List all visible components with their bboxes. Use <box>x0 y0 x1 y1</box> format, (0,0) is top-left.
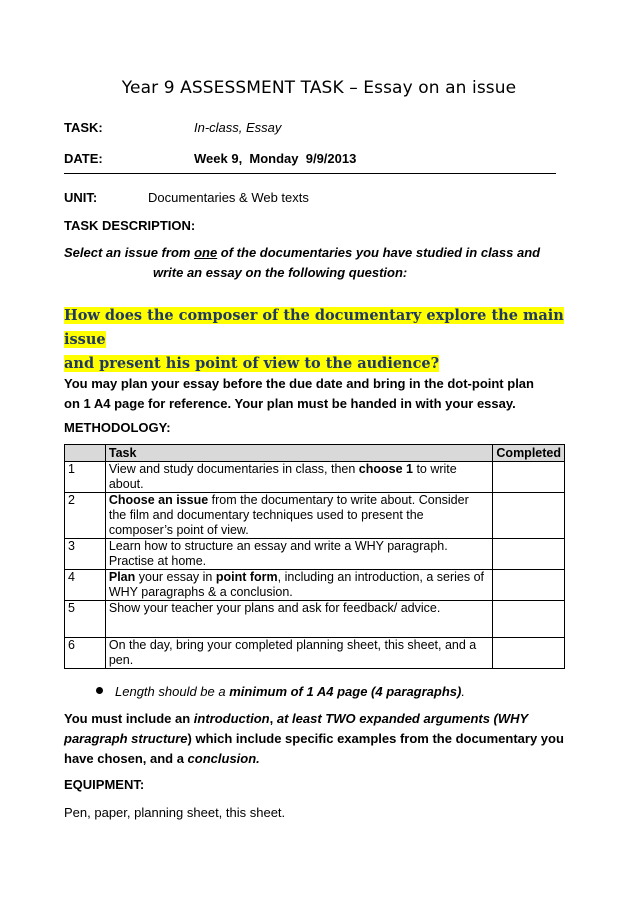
row-number: 2 <box>65 493 106 539</box>
task-label: TASK: <box>64 120 103 135</box>
page-title: Year 9 ASSESSMENT TASK – Essay on an issue <box>121 78 517 98</box>
length-requirement: Length should be a minimum of 1 A4 page (4 paragraphs). <box>96 684 465 699</box>
plan-line2: on 1 A4 page for reference. Your plan must be handed in with your essay. <box>64 396 516 411</box>
row-number: 4 <box>65 570 106 601</box>
desc-line2: write an essay on the following question: <box>153 265 408 280</box>
row-number: 3 <box>65 539 106 570</box>
row-task: Show your teacher your plans and ask for feedback/ advice. <box>105 601 493 638</box>
row-completed-cell[interactable] <box>493 601 565 638</box>
table-row <box>65 638 565 669</box>
task-value: In-class, Essay <box>194 120 282 135</box>
table-row <box>65 493 565 539</box>
unit-label: UNIT: <box>64 190 98 205</box>
plan-instructions <box>64 374 574 414</box>
question-line2: and present his point of view to the audience? <box>64 355 440 372</box>
question-line1: How does the composer of the documentary explore the main issue <box>64 307 564 348</box>
row-completed-cell[interactable] <box>493 493 565 539</box>
methodology-table <box>64 444 565 669</box>
row-task: On the day, bring your completed planning sheet, this sheet, and a pen. <box>105 638 493 669</box>
desc-part3: of the documentaries you have studied in class and <box>217 245 541 260</box>
header-num-cell <box>65 445 106 462</box>
row-number: 5 <box>65 601 106 638</box>
bullet-dot-icon <box>96 687 103 694</box>
essay-question <box>64 304 584 376</box>
table-row <box>65 570 565 601</box>
equipment-value: Pen, paper, planning sheet, this sheet. <box>64 805 286 820</box>
header-completed: Completed <box>493 445 565 462</box>
row-task: Plan your essay in point form, including an introduction, a series of WHY paragraphs & a conclusion. <box>105 570 493 601</box>
methodology-heading: METHODOLOGY: <box>64 420 171 435</box>
row-task: Choose an issue from the documentary to write about. Consider the film and documentary techniques used to present the composer’s point of view. <box>105 493 493 539</box>
date-label: DATE: <box>64 151 103 166</box>
table-row <box>65 601 565 638</box>
row-number: 6 <box>65 638 106 669</box>
divider-line <box>64 173 556 174</box>
row-task: View and study documentaries in class, then choose 1 to write about. <box>105 462 493 493</box>
row-number: 1 <box>65 462 106 493</box>
task-description-heading: TASK DESCRIPTION: <box>64 218 196 233</box>
row-completed-cell[interactable] <box>493 638 565 669</box>
desc-part2: one <box>194 245 218 260</box>
plan-line1: You may plan your essay before the due date and bring in the dot-point plan <box>64 376 534 391</box>
task-description-text <box>64 243 564 283</box>
row-completed-cell[interactable] <box>493 462 565 493</box>
row-completed-cell[interactable] <box>493 539 565 570</box>
must-include-text: You must include an introduction, at least TWO expanded arguments (WHY paragraph structure) which include specific examples from the documentary you have chosen, and a conclusion. <box>64 711 564 766</box>
header-task: Task <box>105 445 493 462</box>
row-completed-cell[interactable] <box>493 570 565 601</box>
desc-part1: Select an issue from <box>64 245 195 260</box>
table-row <box>65 539 565 570</box>
unit-value: Documentaries & Web texts <box>148 190 309 205</box>
row-task: Learn how to structure an essay and write a WHY paragraph. Practise at home. <box>105 539 493 570</box>
table-header-row <box>65 445 565 462</box>
date-value: Week 9, Monday 9/9/2013 <box>194 151 357 166</box>
table-row <box>65 462 565 493</box>
equipment-heading: EQUIPMENT: <box>64 777 145 792</box>
